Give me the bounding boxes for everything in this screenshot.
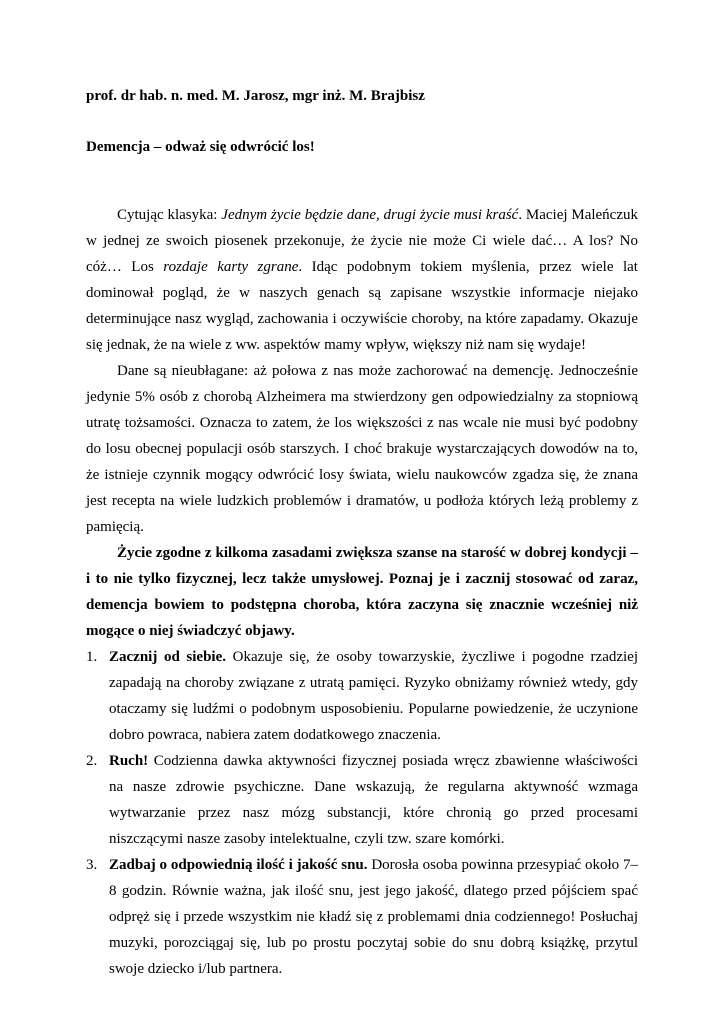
article-body [86,202,638,982]
intro-paragraph-1 [86,202,638,358]
intro-text-2: . Maciej Maleńczuk w jednej ze swoich piosenek przekonuje, że życie nie może Ci wiele dać… A los? No cóż… Los [86,207,638,275]
author-line: prof. dr hab. n. med. M. Jarosz, mgr inż. M. Brajbisz [86,88,425,104]
list-item-text: Okazuje się, że osoby towarzyskie, życzliwe i pogodne rzadziej zapadają na choroby związane z utratą pamięci. Ryzyko obniżamy również wtedy, gdy otaczamy się ludźmi o podobnym usposobieniu. Popularne powiedzenie, że uczynione dobro powraca, nabiera zatem dodatkowego znaczenia. [109,649,638,743]
list-item-number: 1. [86,649,98,665]
list-item-text: Dorosła osoba powinna przesypiać około 7–8 godzin. Równie ważna, jak ilość snu, jest jego jakość, dlatego przed pójściem spać odpręż się i przede wszystkim nie kładź się z problemami dnia codziennego! Posłuchaj muzyki, porozciągaj się, lub po prostu poczytaj sobie do snu dobrą książkę, przytul swoje dziecko i/lub partnera. [109,857,638,977]
quote-lyric-1: Jednym życie będzie dane, drugi życie musi kraść [221,207,519,223]
quote-lyric-2: rozdaje karty zgrane [163,259,299,275]
rules-list [86,644,638,982]
intro-text-3: . Idąc podobnym tokiem myślenia, przez wiele lat dominował pogląd, że w naszych genach są zapisane wszystkie informacje niejako determinujące nasz wygląd, zachowania i oczywiście choroby, na które zapadamy. Okazuje się jednak, że na wiele z ww. aspektów mamy wpływ, większy niż nam się wydaje! [86,259,638,353]
list-item-text: Codzienna dawka aktywności fizycznej posiada wręcz zbawienne właściwości na nasze zdrowie psychiczne. Dane wskazują, że regularna aktywność wzmaga wytwarzanie przez nasz mózg substancji, które chronią go przed procesami niszczącymi nasze zasoby intelektualne, czyli tzw. szare komórki. [109,753,638,847]
list-item-lead: Zadbaj o odpowiednią ilość i jakość snu. [109,857,368,873]
intro-paragraph-2: Dane są nieubłagane: aż połowa z nas może zachorować na demencję. Jednocześnie jedynie 5% osób z chorobą Alzheimera ma stwierdzony gen odpowiedzialny za stopniową utratę tożsamości. Oznacza to zatem, że los większości z nas wcale nie musi być podobny do losu obecnej populacji osób starszych. I choć brakuje wystarczających dowodów na to, że istnieje czynnik mogący odwrócić losy świata, wielu naukowców zgadza się, że znana jest recepta na wiele ludzkich problemów i dramatów, u podłoża których leżą problemy z pamięcią. [86,363,638,535]
intro-text-1: Cytując klasyka: [117,207,222,223]
list-item-number: 2. [86,753,98,769]
list-item [86,644,638,748]
document-page [86,83,638,982]
intro-paragraph-3: Życie zgodne z kilkoma zasadami zwiększa szanse na starość w dobrej kondycji – i to nie tylko fizycznej, lecz także umysłowej. Poznaj je i zacznij stosować od zaraz, demencja bowiem to podstępna choroba, która zaczyna się znacznie wcześniej niż mogące o niej świadczyć objawy. [86,545,638,639]
article-title: Demencja – odważ się odwrócić los! [86,139,315,155]
list-item-lead: Zacznij od siebie. [109,649,227,665]
list-item-lead: Ruch! [109,753,149,769]
list-item-number: 3. [86,857,98,873]
list-item [86,852,638,982]
list-item [86,748,638,852]
